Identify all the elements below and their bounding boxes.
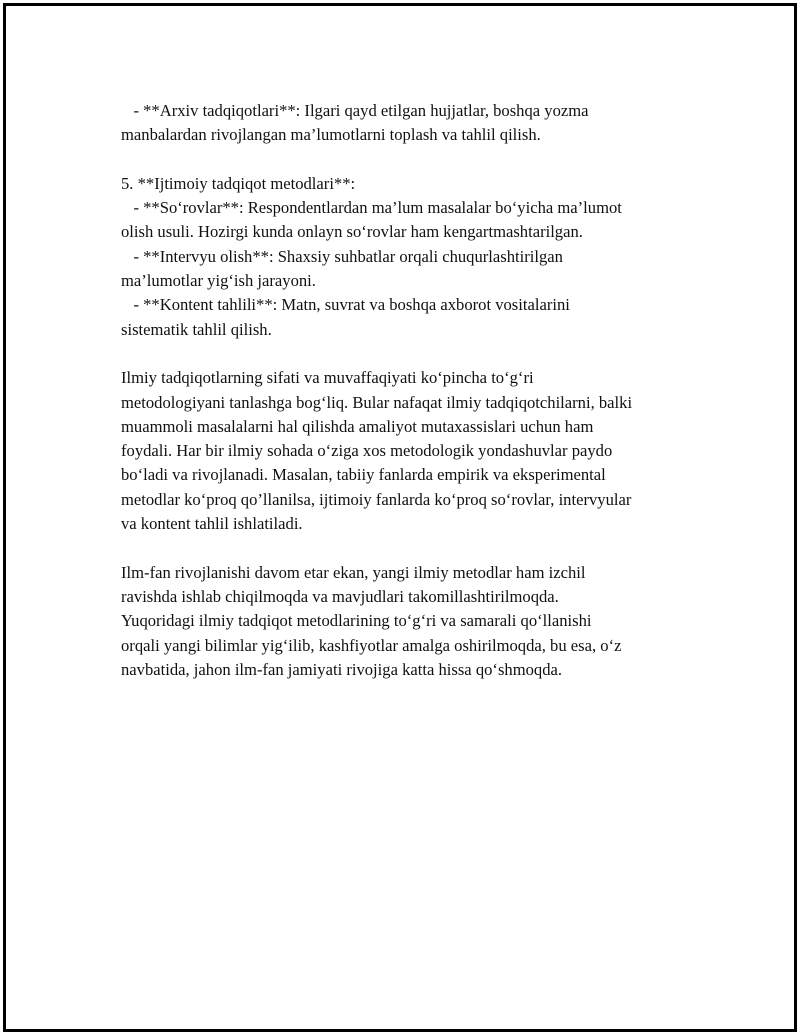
text-line: - **Kontent tahlili**: Matn, suvrat va boshqa axborot vositalarini (121, 295, 570, 315)
text-line: Yuqoridagi ilmiy tadqiqot metodlarining to‘g‘ri va samarali qo‘llanishi (121, 611, 592, 631)
text-line: metodlar ko‘proq qo’llanilsa, ijtimoiy fanlarda ko‘proq so‘rovlar, intervyular (121, 489, 632, 509)
section-heading: 5. **Ijtimoiy tadqiqot metodlari**: (121, 173, 356, 193)
text-line: Ilm-fan rivojlanishi davom etar ekan, yangi ilmiy metodlar ham izchil (121, 562, 586, 582)
paragraph-archive-research (121, 99, 701, 148)
text-line: - **Arxiv tadqiqotlari**: Ilgari qayd etilgan hujjatlar, boshqa yozma (121, 101, 589, 120)
paragraph-science-development (121, 561, 701, 682)
text-line: foydali. Har bir ilmiy sohada o‘ziga xos metodologik yondashuvlar paydo (121, 441, 613, 461)
text-line: sistematik tahlil qilish. (121, 319, 272, 339)
text-line: va kontent tahlil ishlatiladi. (121, 514, 303, 534)
text-line: - **Intervyu olish**: Shaxsiy suhbatlar orqali chuqurlashtirilgan (121, 246, 563, 266)
paragraph-social-research-methods (121, 172, 701, 342)
text-line: metodologiyani tanlashga bog‘liq. Bular nafaqat ilmiy tadqiqotchilarni, balki (121, 392, 633, 412)
paragraph-quality-of-research (121, 366, 701, 536)
text-line: bo‘ladi va rivojlanadi. Masalan, tabiiy fanlarda empirik va eksperimental (121, 465, 606, 485)
page-content (121, 99, 701, 706)
text-line: - **So‘rovlar**: Respondentlardan ma’lum masalalar bo‘yicha ma’lumot (121, 198, 622, 218)
text-line: manbalardan rivojlangan ma’lumotlarni toplash va tahlil qilish. (121, 125, 541, 145)
text-line: orqali yangi bilimlar yig‘ilib, kashfiyotlar amalga oshirilmoqda, bu esa, o‘z (121, 635, 622, 655)
text-line: navbatida, jahon ilm-fan jamiyati rivojiga katta hissa qo‘shmoqda. (121, 659, 563, 679)
text-line: muammoli masalalarni hal qilishda amaliyot mutaxassislari uchun ham (121, 416, 594, 436)
text-line: ma’lumotlar yig‘ish jarayoni. (121, 271, 316, 291)
page-frame (3, 3, 797, 1032)
text-line: Ilmiy tadqiqotlarning sifati va muvaffaqiyati ko‘pincha to‘g‘ri (121, 368, 534, 388)
text-line: ravishda ishlab chiqilmoqda va mavjudlari takomillashtirilmoqda. (121, 586, 559, 606)
text-line: olish usuli. Hozirgi kunda onlayn so‘rovlar ham kengartmashtarilgan. (121, 222, 583, 242)
